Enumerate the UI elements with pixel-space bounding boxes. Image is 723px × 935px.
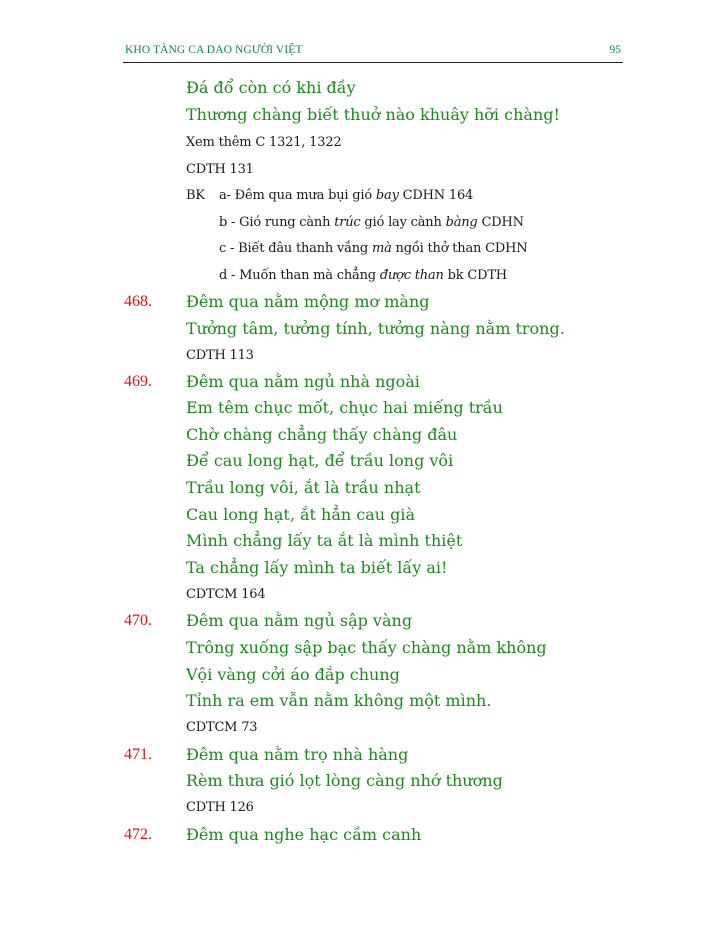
verse-line: Trông xuống sập bạc thấy chàng nằm không (186, 638, 547, 657)
see-also-note: Xem thêm C 1321, 1322 (186, 135, 342, 150)
verse-line: Đá đổ còn có khi đầy (186, 78, 356, 97)
source-citation: CDTH 113 (186, 348, 254, 363)
verse-line: Để cau long hạt, để trầu long vôi (186, 451, 454, 470)
bk-variant-a: a- Đêm qua mưa bụi gió bay CDHN 164 (219, 188, 474, 203)
verse-line: Chờ chàng chẳng thấy chàng đâu (186, 425, 458, 444)
verse-line: Đêm qua nghe hạc cầm canh (186, 825, 422, 844)
verse-line: Rèm thưa gió lọt lòng càng nhớ thương (186, 771, 503, 790)
entry-number: 468. (124, 293, 152, 310)
bk-label: BK (186, 188, 205, 203)
entry-number: 470. (124, 612, 152, 629)
bk-variant-b: b - Gió rung cành trúc gió lay cành bàng CDHN (219, 215, 524, 230)
verse-line: Thương chàng biết thuở nào khuây hỡi chàng! (186, 105, 560, 124)
verse-line: Mình chẳng lấy ta ắt là mình thiệt (186, 531, 463, 550)
bk-variant-c: c - Biết đâu thanh vắng mà ngồi thở than CDHN (219, 241, 528, 256)
source-citation: CDTH 126 (186, 800, 254, 815)
verse-line: Em têm chục mốt, chục hai miếng trầu (186, 398, 503, 417)
running-header (123, 44, 623, 63)
verse-line: Ta chẳng lấy mình ta biết lấy ai! (186, 558, 448, 577)
book-title: KHO TÀNG CA DAO NGƯỜI VIỆT (125, 44, 303, 56)
source-citation: CDTH 131 (186, 162, 254, 177)
verse-line: Tưởng tâm, tưởng tính, tưởng nàng nằm trong. (186, 319, 565, 338)
bk-variant-d: d - Muốn than mà chẳng được than bk CDTH (219, 268, 507, 283)
verse-line: Cau long hạt, ắt hẳn cau già (186, 505, 416, 524)
verse-line: Đêm qua nằm trọ nhà hàng (186, 745, 409, 764)
source-citation: CDTCM 73 (186, 720, 258, 735)
entry-number: 469. (124, 373, 152, 390)
verse-line: Trầu long vôi, ắt là trầu nhạt (186, 478, 421, 497)
source-citation: CDTCM 164 (186, 587, 266, 602)
verse-line: Đêm qua nằm ngủ sập vàng (186, 611, 413, 630)
page-number: 95 (609, 44, 621, 56)
verse-line: Tỉnh ra em vẫn nằm không một mình. (186, 691, 492, 710)
verse-line: Đêm qua nằm mộng mơ màng (186, 292, 430, 311)
verse-line: Đêm qua nằm ngủ nhà ngoài (186, 372, 420, 391)
verse-line: Vội vàng cởi áo đắp chung (186, 665, 400, 684)
entry-number: 472. (124, 826, 152, 843)
entry-number: 471. (124, 746, 152, 763)
